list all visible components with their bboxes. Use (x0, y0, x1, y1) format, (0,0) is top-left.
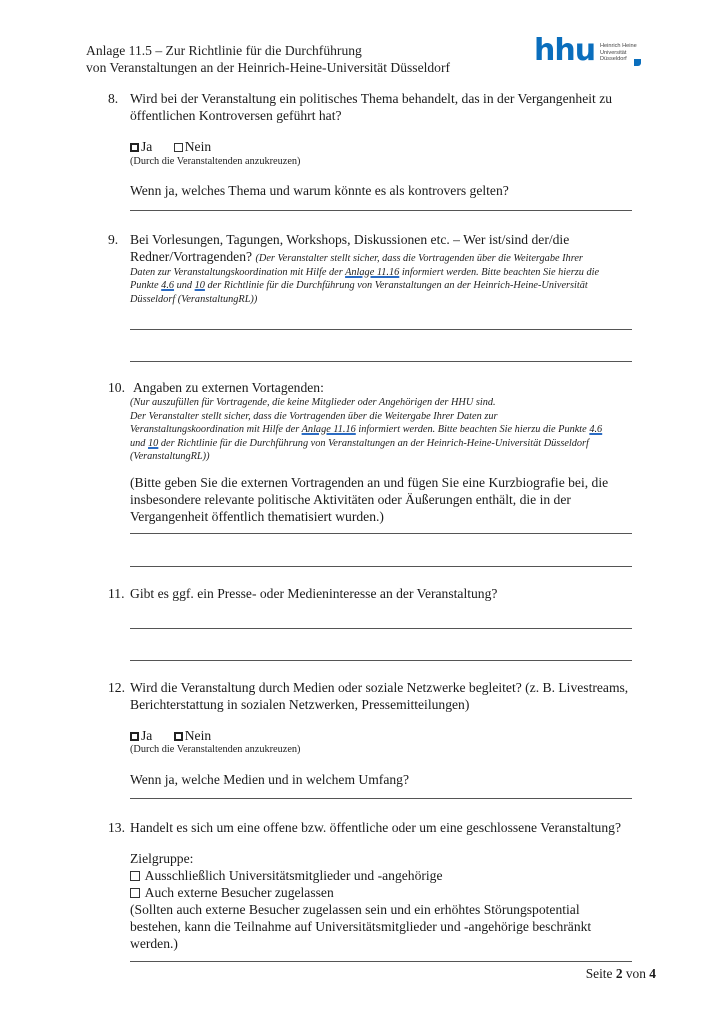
question-8-text (130, 90, 650, 124)
footer-prefix: Seite (585, 966, 616, 981)
header-line-1: Anlage 11.5 – Zur Richtlinie für die Durchführung (86, 43, 362, 58)
q9-answer-line-1[interactable] (130, 329, 632, 330)
link-10[interactable]: 10 (148, 437, 159, 449)
q10-note-e: (VeranstaltungRL)) (130, 451, 210, 463)
q10-answer-line-2[interactable] (130, 566, 632, 567)
question-8-number: 8. (108, 91, 119, 106)
q12-options (130, 727, 229, 744)
q8-options (130, 138, 229, 155)
logo-mark: hhu (534, 33, 596, 68)
option-label: Ja (141, 139, 153, 154)
q13-option-2[interactable] (130, 884, 660, 901)
link-4-6[interactable]: 4.6 (589, 424, 603, 436)
header-line-2: von Veranstaltungen an der Heinrich-Heine-Universität Düsseldorf (86, 60, 451, 75)
checkbox-icon[interactable] (174, 143, 183, 152)
text: Punkte (130, 280, 162, 292)
link-10[interactable]: 10 (194, 280, 205, 292)
q13-answer-line[interactable] (130, 961, 632, 962)
q10-instr-1: (Bitte geben Sie die externen Vortragenden an und fügen Sie eine Kurzbiografie bei, die (130, 475, 609, 490)
q8-note: (Durch die Veranstaltenden anzukreuzen) (130, 156, 301, 167)
q13-label: Zielgruppe: (130, 851, 194, 866)
q8-option-ja[interactable] (130, 139, 152, 154)
text: und (174, 280, 195, 292)
q10-note (130, 396, 670, 464)
link-anlage-11-16[interactable]: Anlage 11.16 (301, 424, 356, 436)
question-12-number: 12. (108, 680, 125, 695)
footer-middle: von (622, 966, 650, 981)
q10-instructions (130, 474, 650, 525)
q13-target-group (130, 850, 660, 952)
q12-option-nein[interactable] (174, 728, 211, 743)
option-label: Nein (184, 728, 212, 743)
q9-answer-line-2[interactable] (130, 361, 632, 362)
hhu-logo (534, 33, 646, 68)
page-footer (586, 966, 656, 982)
checkbox-icon[interactable] (130, 732, 139, 741)
logo-sub-2: Universität (600, 49, 627, 56)
text: Veranstaltungskoordination mit Hilfe der (130, 424, 302, 436)
q8-answer-line[interactable] (130, 210, 632, 211)
checkbox-icon[interactable] (174, 732, 183, 741)
logo-sub-3: Düsseldorf (600, 56, 627, 63)
q13-note-1: (Sollten auch externe Besucher zugelassen sein und ein erhöhtes Störungspotential (130, 902, 580, 917)
q11-answer-line-1[interactable] (130, 628, 632, 629)
question-12-text (130, 679, 660, 713)
current-page: 2 (615, 966, 623, 981)
question-10-title: Angaben zu externen Vortagenden: (133, 380, 324, 395)
q10-answer-line-1[interactable] (130, 533, 632, 534)
option-label: Ausschließlich Universitätsmitglieder und -angehörige (144, 868, 443, 883)
q10-note-c (130, 423, 670, 437)
text: Daten zur Veranstaltungskoordination mit Hilfe der (130, 266, 346, 278)
q8-option-nein[interactable] (174, 139, 211, 154)
logo-subtitle (600, 43, 637, 63)
q12-note: (Durch die Veranstaltenden anzukreuzen) (130, 744, 301, 755)
q13-note-2: bestehen, kann die Teilnahme auf Universitätsmitglieder und -angehörige beschränkt (130, 919, 592, 934)
q9-note-d: Düsseldorf (VeranstaltungRL)) (130, 293, 258, 305)
text: der Richtlinie für die Durchführung von Veranstaltungen an der Heinrich-Heine-Universität Düsseldorf (158, 437, 589, 449)
q12-line-2: Berichterstattung in sozialen Netzwerken, Pressemitteilungen) (130, 697, 470, 712)
question-13-text: Handelt es sich um eine offene bzw. öffentliche oder um eine geschlossene Veranstaltung? (130, 820, 621, 835)
q9-note-c (130, 279, 660, 293)
q10-instr-3: Vergangenheit öffentlich thematisiert wurden.) (130, 509, 384, 524)
question-9-number: 9. (108, 232, 119, 247)
logo-dot-icon (634, 59, 641, 66)
q8-followup: Wenn ja, welches Thema und warum könnte es als kontrovers gelten? (130, 183, 509, 198)
option-label: Nein (184, 139, 212, 154)
question-10-number: 10. (108, 380, 125, 395)
q12-option-ja[interactable] (130, 728, 152, 743)
q11-answer-line-2[interactable] (130, 660, 632, 661)
link-4-6[interactable]: 4.6 (161, 280, 175, 292)
question-11-number: 11. (108, 586, 125, 601)
text: der Richtlinie für die Durchführung von Veranstaltungen an der Heinrich-Heine-Universität (204, 280, 588, 292)
q10-note-a: (Nur auszufüllen für Vortragende, die keine Mitglieder oder Angehörigen der HHU sind. (130, 397, 496, 408)
q9-line-2: Redner/Vortragenden? (130, 249, 253, 264)
q10-instr-2: insbesondere relevante politische Aktivitäten oder Äußerungen enthält, die in der (130, 492, 571, 507)
q9-line-1: Bei Vorlesungen, Tagungen, Workshops, Diskussionen etc. – Wer ist/sind der/die (130, 232, 570, 247)
q13-option-1[interactable] (130, 867, 660, 884)
checkbox-icon[interactable] (130, 888, 140, 898)
q9-note-a: (Der Veranstalter stellt sicher, dass die Vortragenden über die Weitergabe Ihrer (255, 253, 583, 264)
checkbox-icon[interactable] (130, 871, 140, 881)
total-pages: 4 (649, 966, 656, 981)
q8-line-1: Wird bei der Veranstaltung ein politisches Thema behandelt, das in der Vergangenheit zu (130, 91, 613, 106)
link-anlage-11-16[interactable]: Anlage 11.16 (345, 266, 400, 278)
question-11-text: Gibt es ggf. ein Presse- oder Medieninteresse an der Veranstaltung? (130, 586, 498, 601)
q12-line-1: Wird die Veranstaltung durch Medien oder soziale Netzwerke begleitet? (z. B. Livestreams, (130, 680, 629, 695)
option-label: Ja (141, 728, 153, 743)
q10-note-b: Der Veranstalter stellt sicher, dass die Vortragenden über die Weitergabe Ihrer Daten zur (130, 410, 498, 422)
q12-answer-line[interactable] (130, 798, 632, 799)
text: informiert werden. Bitte beachten Sie hierzu die (399, 266, 600, 278)
question-9-text (130, 231, 660, 306)
q9-note-b (130, 266, 660, 280)
q10-note-d (130, 437, 670, 451)
q13-note-3: werden.) (130, 936, 178, 951)
question-13-number: 13. (108, 820, 125, 835)
document-header (86, 42, 450, 76)
q12-followup: Wenn ja, welche Medien und in welchem Umfang? (130, 772, 409, 787)
q8-line-2: öffentlichen Kontroversen geführt hat? (130, 108, 342, 123)
text: und (130, 437, 149, 449)
option-label: Auch externe Besucher zugelassen (144, 885, 334, 900)
logo-sub-1: Heinrich Heine (600, 43, 637, 49)
checkbox-icon[interactable] (130, 143, 139, 152)
text: informiert werden. Bitte beachten Sie hierzu die Punkte (355, 424, 590, 436)
